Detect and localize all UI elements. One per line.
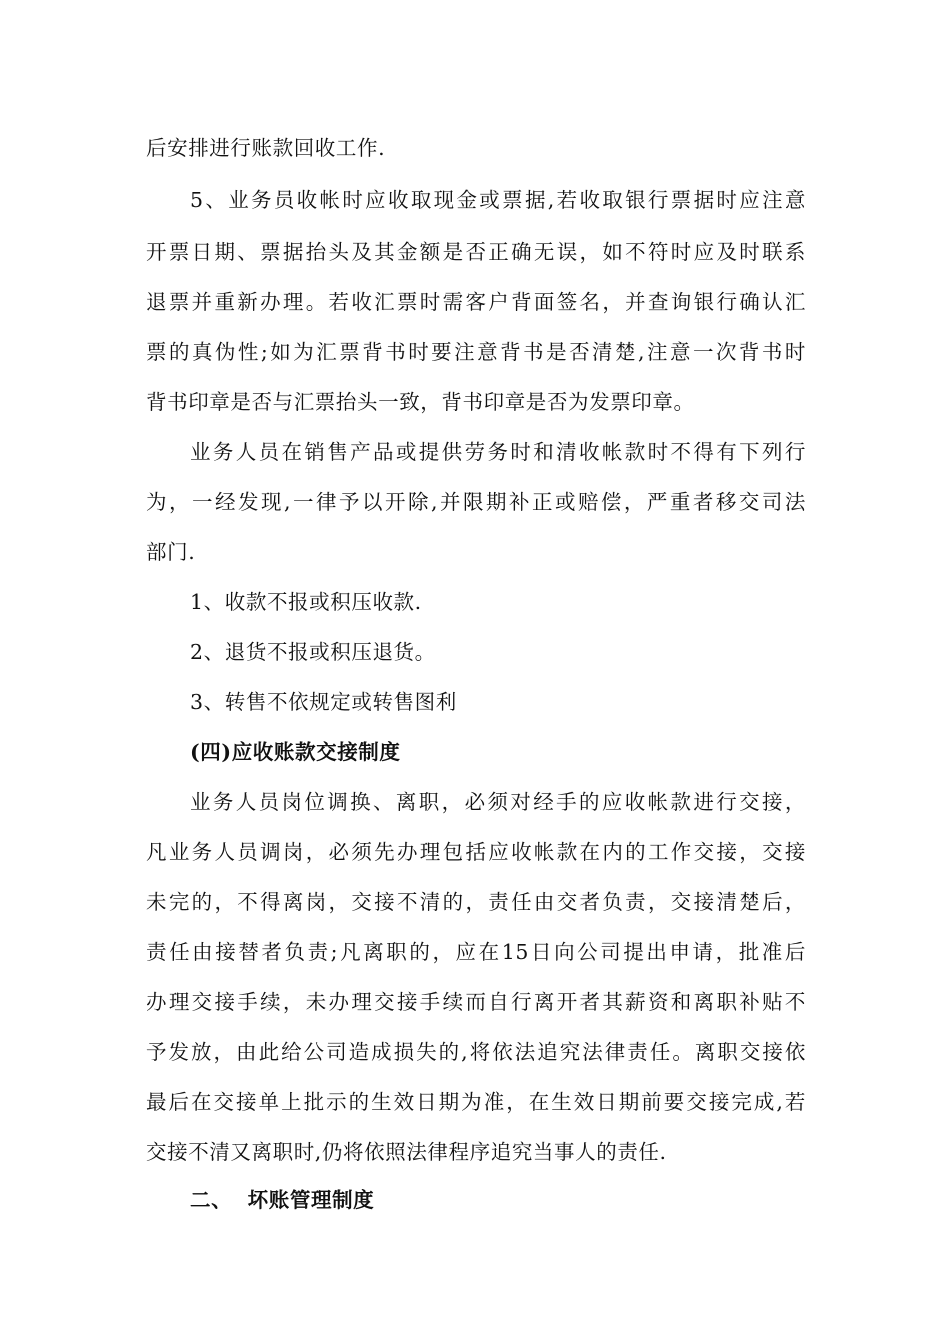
paragraph-line: 业务人员在销售产品或提供劳务时和清收帐款时不得有下列行 xyxy=(190,440,806,464)
paragraph-line: 后安排进行账款回收工作. xyxy=(146,136,386,160)
paragraph-line: 开票日期、票据抬头及其金额是否正确无误，如不符时应及时联系 xyxy=(146,240,806,264)
paragraph-line: 部门. xyxy=(146,540,196,564)
paragraph-line: 办理交接手续，未办理交接手续而自行离开者其薪资和离职补贴不 xyxy=(146,990,806,1014)
paragraph-line: 背书印章是否与汇票抬头一致，背书印章是否为发票印章。 xyxy=(146,390,695,414)
paragraph-line: 凡业务人员调岗，必须先办理包括应收帐款在内的工作交接，交接 xyxy=(146,840,806,864)
paragraph-line: 交接不清又离职时,仍将依照法律程序追究当事人的责任. xyxy=(146,1140,667,1164)
paragraph-line: 予发放，由此给公司造成损失的,将依法追究法律责任。离职交接依 xyxy=(146,1040,806,1064)
list-item: 2、退货不报或积压退货。 xyxy=(190,640,436,664)
paragraph-line: 业务人员岗位调换、离职，必须对经手的应收帐款进行交接， xyxy=(190,790,806,814)
section-heading: (四)应收账款交接制度 xyxy=(190,740,401,764)
paragraph-line: 5、业务员收帐时应收取现金或票据,若收取银行票据时应注意 xyxy=(190,188,806,212)
paragraph-line: 为，一经发现,一律予以开除,并限期补正或赔偿，严重者移交司法 xyxy=(146,490,806,514)
paragraph-line: 未完的，不得离岗，交接不清的，责任由交者负责，交接清楚后， xyxy=(146,890,806,914)
section-heading: 二、 坏账管理制度 xyxy=(190,1188,375,1212)
list-item: 3、转售不依规定或转售图利 xyxy=(190,690,457,714)
paragraph-line: 退票并重新办理。若收汇票时需客户背面签名，并查询银行确认汇 xyxy=(146,290,806,314)
paragraph-line: 责任由接替者负责;凡离职的，应在15日向公司提出申请，批准后 xyxy=(146,940,806,964)
paragraph-line: 票的真伪性;如为汇票背书时要注意背书是否清楚,注意一次背书时 xyxy=(146,340,806,364)
paragraph-line: 最后在交接单上批示的生效日期为准，在生效日期前要交接完成,若 xyxy=(146,1090,806,1114)
list-item: 1、收款不报或积压收款. xyxy=(190,590,422,614)
